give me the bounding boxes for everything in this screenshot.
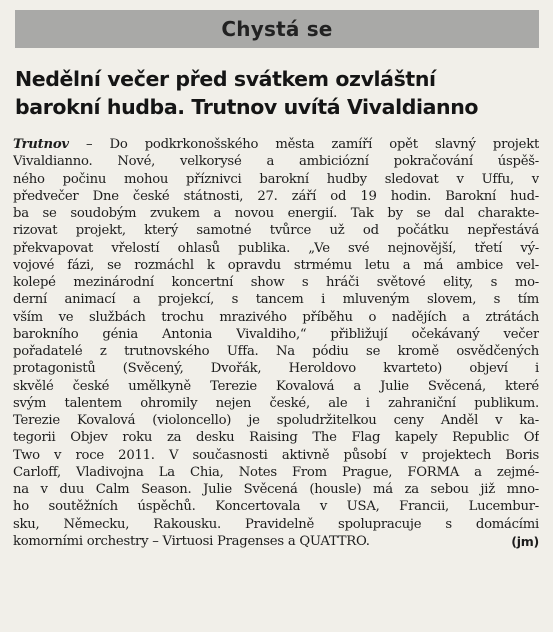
body-line: předvečer Dne české státnosti, 27. září od 19 hodin. Barokní hud-: [13, 188, 539, 204]
body-line: pořadatelé z trutnovského Uffa. Na pódiu se kromě osvědčených: [13, 344, 539, 359]
body-line: vojové fázi, se rozmáchl k opravdu strmému letu a má ambice vel-: [13, 257, 539, 273]
headline-line: barokní hudba. Trutnov uvítá Vivaldianno: [15, 95, 479, 119]
body-line: Two v roce 2011. V současnosti aktivně působí v projektech Boris: [13, 447, 539, 463]
body-line: derní animací a projekcí, s tancem i mluveným slovem, s tím: [13, 292, 539, 308]
body-line: svým talentem ohromily nejen české, ale i zahraniční publikum.: [13, 395, 539, 411]
body-line: ného počinu mohou příznivci barokní hudby sledovat v Uffu, v: [13, 171, 539, 187]
body-line: ho soutěžních úspěchů. Koncertovala v USA, Francii, Lucembur-: [13, 499, 539, 515]
body-line: [13, 136, 539, 153]
article-body: [13, 136, 539, 550]
headline-line: Nedělní večer před svátkem ozvláštní: [15, 67, 436, 91]
section-rubric: [15, 10, 539, 48]
body-line: překvapovat vřelostí ohlasů publika. „Ve své nejnovější, třetí vý-: [13, 240, 539, 256]
body-line: Vivaldianno. Nové, velkorysé a ambiciózní pokračování úspěš-: [13, 154, 539, 170]
body-line: na v duu Calm Season. Julie Svěcená (housle) má za sebou již mno-: [13, 482, 539, 497]
first-line-text: – Do podkrkonošského města zamíří opět slavný projekt: [68, 137, 539, 152]
rubric-label: Chystá se: [221, 17, 333, 41]
body-line: kolepé mezinárodní koncertní show s hráči světové elity, s mo-: [13, 275, 539, 290]
body-line: Carloff, Vladivojna La Chia, Notes From Prague, FORMA a zejmé-: [13, 464, 539, 480]
body-line: Terezie Kovalová (violoncello) je spoludržitelkou ceny Anděl v ka-: [13, 413, 539, 428]
body-line: ba se soudobým zvukem a novou energií. Tak by se dal charakte-: [13, 206, 539, 221]
body-line: sku, Německu, Rakousku. Pravidelně spolupracuje s domácími: [13, 516, 539, 532]
body-line: protagonistů (Svěcený, Dvořák, Heroldovo kvarteto) objeví i: [13, 361, 539, 377]
article-headline: [15, 65, 539, 121]
last-line-text: komorními orchestry – Virtuosi Pragenses a QUATTRO.: [13, 533, 370, 549]
author-signature: (jm): [511, 533, 539, 549]
body-line: barokního génia Antonia Vivaldiho,“ přibližují očekávaný večer: [13, 326, 539, 342]
body-line: tegorii Objev roku za desku Raising The Flag kapely Republic Of: [13, 430, 539, 446]
body-line: rizovat projekt, který samotné tvůrce už od počátku nepřestává: [13, 223, 539, 239]
body-line: vším ve službách trochu mrazivého příběhu o nadějích a ztrátách: [13, 309, 539, 325]
body-line-last: [13, 533, 539, 550]
body-line: skvělé české umělkyně Terezie Kovalová a Julie Svěcená, které: [13, 378, 539, 394]
placeline: Trutnov: [13, 137, 69, 152]
